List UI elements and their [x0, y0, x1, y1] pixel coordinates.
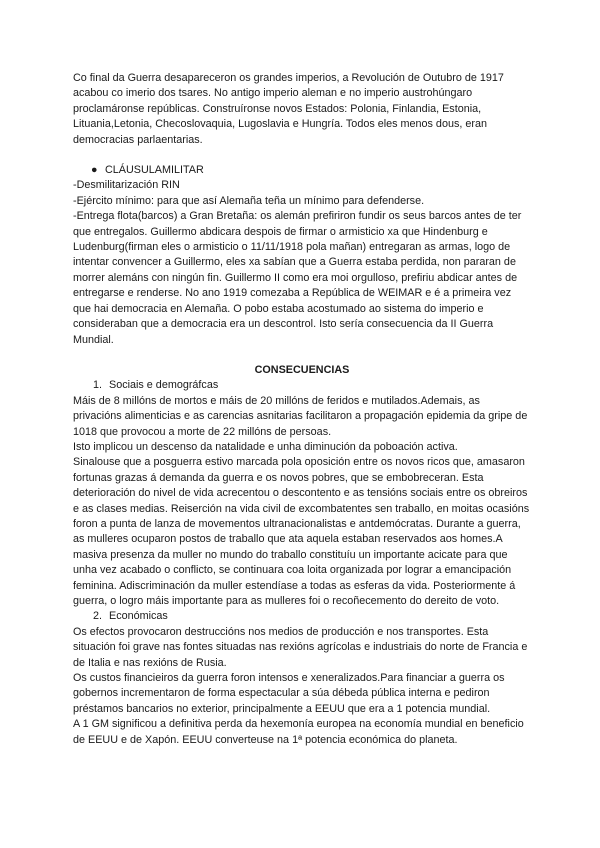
section-heading-economic	[93, 609, 531, 624]
consequences-title: CONSECUENCIAS	[254, 363, 350, 376]
body-paragraph: Máis de 8 millóns de mortos e máis de 20 millóns de feridos e mutilados.Ademais, as privacións alimenticias e as carencias asnitarias facilitaron a propagación epidemia da gripe de 1018 que provocou a morte de 22 millóns de persoas.	[73, 394, 528, 438]
intro-paragraph: Co final da Guerra desapareceron os grandes imperios, a Revolución de Outubro de 1917 acabou co imerio dos tsares. No antigo imperio aleman e no imperio austrohúngaro proclamáronse repúblicas. Construíronse novos Estados: Polonia, Finlandia, Estonia, Lituania,Letonia, Checoslovaquia, Lugoslavia e Hungría. Todos eles menos dous, eran democracias parlaentarias.	[73, 72, 504, 146]
section-heading-text: Sociais e demográfcas	[109, 379, 219, 392]
section-heading-text: Económicas	[109, 610, 168, 623]
military-line: -Entrega flota(barcos) a Gran Bretaña: os alemán prefiriron fundir os seus barcos antes de ter que entregalos. Guillermo abdicara despois de firmar o armisticio xa que Hindenburg e Ludenburg(firman eles o armisticio o 11/11/1918 pola mañan) entregaran as armas, logo de intentar convencer a Guillermo, eles xa sabían que a Guerra estaba perdida, non pararan de morrer alemáns con ningún fin. Guillermo II como era moi orgulloso, prefiriu abdicar antes de entregarse e renderse. No ano 1919 comezaba a República de WEIMAR e é a primeira vez que hai democracia en Alemaña. O pobo estaba acostumado ao sistema do imperio e consideraban que a democracia era un descontrol. Isto sería consecuencia da II Guerra Mundial.	[73, 210, 522, 346]
body-paragraph: Isto implicou un descenso da natalidade e unha diminución da poboación activa.	[73, 440, 458, 453]
body-paragraph: Os custos financieiros da guerra foron intensos e xeneralizados.Para financiar a guerra os gobernos incrementaron de forma espectacular a súa débeda pública interna e pediron préstamos bancarios no exterior, principalmente a EEUU que era a 1 potencia mundial.	[73, 672, 505, 715]
military-clause-heading	[91, 163, 531, 178]
section-number: 1.	[93, 379, 103, 392]
body-paragraph: Os efectos provocaron destruccións nos medios de producción e nos transportes. Esta situación foi grave nas fontes situadas nas rexións agrícolas e industriais do norte de Francia e de Italia e nas rexións de Rusia.	[73, 625, 528, 669]
military-line: -Ejército mínimo: para que así Alemaña teña un mínimo para defenderse.	[73, 194, 425, 207]
military-clause-title: CLÁUSULAMILITAR	[105, 164, 204, 177]
body-paragraph: A 1 GM significou a definitiva perda da hexemonía europea na economía mundial en beneficio de EEUU e de Xapón. EEUU converteuse na 1ª potencia económica do planeta.	[73, 718, 524, 746]
section-heading-social	[93, 378, 531, 393]
document-content	[73, 71, 531, 748]
bullet-icon: ●	[91, 164, 98, 177]
body-paragraph: Sinalouse que a posguerra estivo marcada pola oposición entre os novos ricos que, amasaron fortunas grazas á demanda da guerra e os novos pobres, que se embobreceran. Esta deterioración do nivel de vida acrecentou o descontento e as tensións sociais entre os obreiros e as clases medias. Reiserción na vida civil de excombatentes sen traballo, en moitas ocasións foron a punta de lanza de movementos ultranacionalistas e antdemócratas. Durante a guerra, as mulleres ocuparon postos de traballo que ata aquela estaban reservados aos homes.A masiva presenza da muller no mundo do traballo constituíu un importante acicate para que unha vez acabado o conflicto, se continuara coa loita organizada por lograr a emancipación feminina. Adiscriminación da muller estendíase a todas as esferas da vida. Posteriormente á guerra, o logro máis importante para as mulleres foi o recoñecemento do dereito de voto.	[73, 456, 530, 607]
military-line: -Desmilitarización RIN	[73, 179, 180, 192]
section-number: 2.	[93, 610, 103, 623]
